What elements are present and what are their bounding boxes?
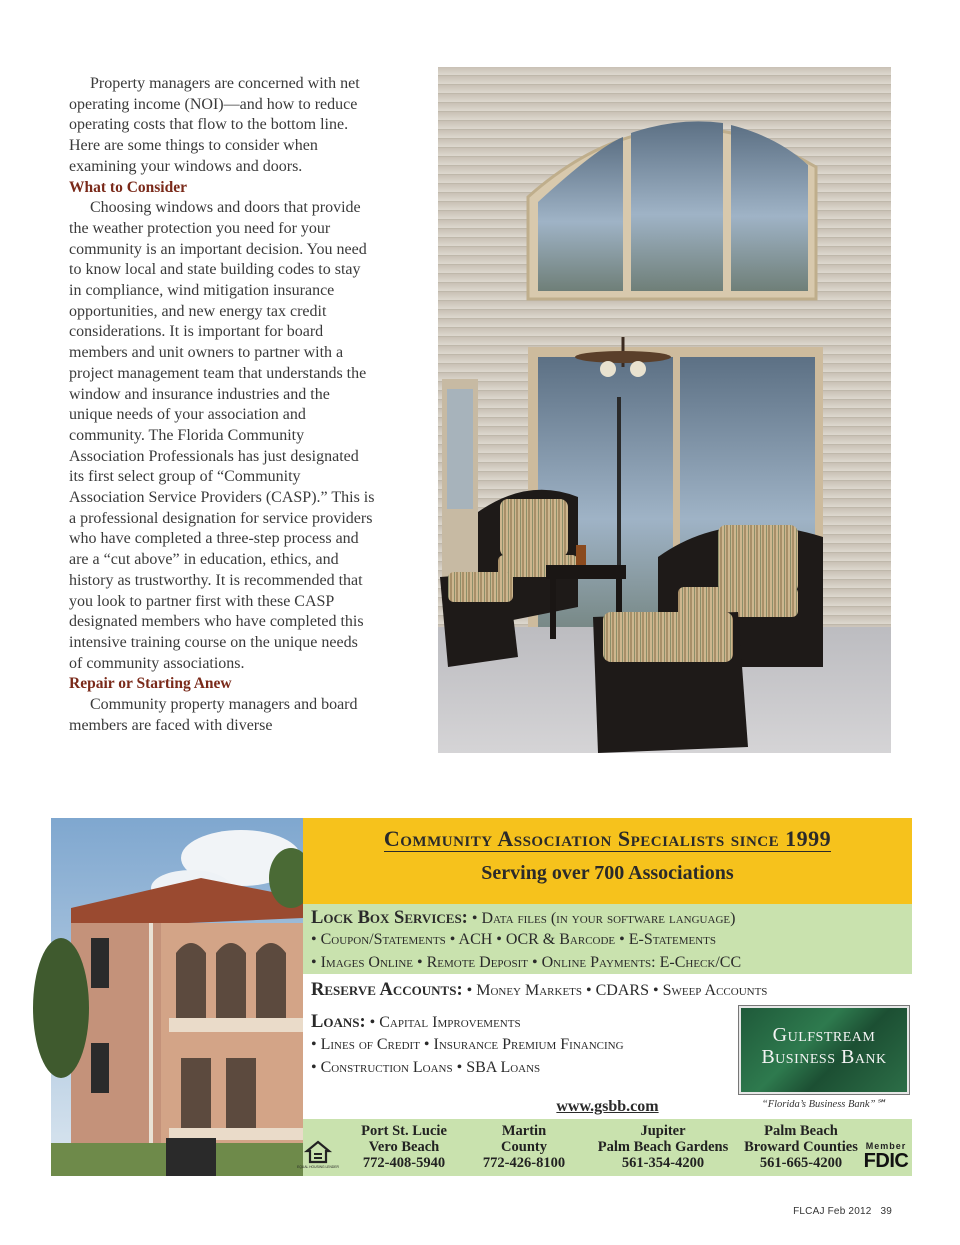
branch-4: Palm Beach Broward Counties 561-665-4200 (739, 1123, 863, 1171)
logo-tagline: “Florida’s Business Bank”℠ (761, 1099, 887, 1110)
building-photo (51, 818, 303, 1176)
lockbox-line-3: • Images Online • Remote Deposit • Online Payments: E-Check/CC (311, 954, 742, 971)
fdic-mark: FDIC (863, 1150, 909, 1172)
patio-photo (438, 67, 891, 753)
article-paragraph: Choosing windows and doors that provide the weather protection you need for your community is an important decision. You need to know local and state building codes to stay in compliance, wind mitigation insurance opportunities, and new energy tax credit considerations. It is important for board members and unit owners to partner with a project management team that understands the window and insurance industries and the unique needs of your association and community. The Florida Community Association Professionals has just designated its first select group of “Community Association Service Providers (CASP).” This is a professional designation for service providers who have completed a three-step process and are a “cut above” in education, ethics, and history as trustworthy. It is recommended that you look to partner first with these CASP designated members who have completed this intensive training course on the unique needs of community associations. (69, 199, 375, 672)
logo-text: Gulfstream Business Bank (761, 1024, 887, 1068)
branch-phone: 772-426-8100 (482, 1155, 566, 1171)
branch-phone: 772-408-5940 (362, 1155, 446, 1171)
reserve-items: • Money Markets • CDARS • Sweep Accounts (466, 982, 768, 999)
page-number: 39 (880, 1206, 892, 1217)
eho-caption: EQUAL HOUSING LENDER (297, 1165, 339, 1169)
equal-housing-icon (297, 1140, 339, 1172)
article-paragraph: Property managers are concerned with net operating income (NOI)—and how to reduce operating costs that flow to the bottom line. Here are some things to consider when examining your windows and doors. (69, 75, 360, 175)
lockbox-item: • Data files (in your software language) (471, 910, 736, 927)
reserve-line (311, 980, 767, 1001)
article-paragraph: Community property managers and board members are faced with diverse (69, 696, 358, 734)
branch-phone: 561-665-4200 (759, 1155, 843, 1171)
branch-1: Port St. Lucie Vero Beach 772-408-5940 (345, 1123, 463, 1171)
website-link[interactable]: www.gsbb.com (556, 1098, 659, 1115)
patio-illustration (438, 67, 891, 753)
loans-label: Loans: (311, 1012, 366, 1032)
publication-date: FLCAJ Feb 2012 (793, 1206, 872, 1217)
ad-content (297, 818, 912, 1176)
ad-subheadline: Serving over 700 Associations (481, 862, 734, 884)
gulfstream-logo (739, 1006, 909, 1094)
article-column (69, 74, 375, 737)
loans-item: • Capital Improvements (369, 1014, 521, 1031)
section-heading: Repair or Starting Anew (69, 675, 232, 693)
building-illustration (51, 818, 303, 1176)
branch-3: Jupiter Palm Beach Gardens 561-354-4200 (583, 1123, 743, 1171)
branch-2: Martin County 772-426-8100 (471, 1123, 577, 1171)
lockbox-line-2: • Coupon/Statements • ACH • OCR & Barcode • E-Statements (311, 931, 717, 948)
lockbox-label: Lock Box Services: (311, 908, 468, 928)
page-folio (793, 1206, 892, 1217)
branch-phone: 561-354-4200 (621, 1155, 705, 1171)
loans-line-3: • Construction Loans • SBA Loans (311, 1059, 541, 1076)
lockbox-line-1 (311, 908, 735, 929)
section-heading: What to Consider (69, 178, 187, 196)
bank-advertisement (51, 818, 912, 1176)
loans-line-1 (311, 1012, 521, 1033)
ad-headline: Community Association Specialists since 1999 (383, 826, 832, 851)
loans-line-2: • Lines of Credit • Insurance Premium Financing (311, 1036, 624, 1053)
reserve-label: Reserve Accounts: (311, 980, 463, 1000)
fdic-logo (861, 1141, 911, 1171)
fdic-member: Member (865, 1141, 907, 1151)
